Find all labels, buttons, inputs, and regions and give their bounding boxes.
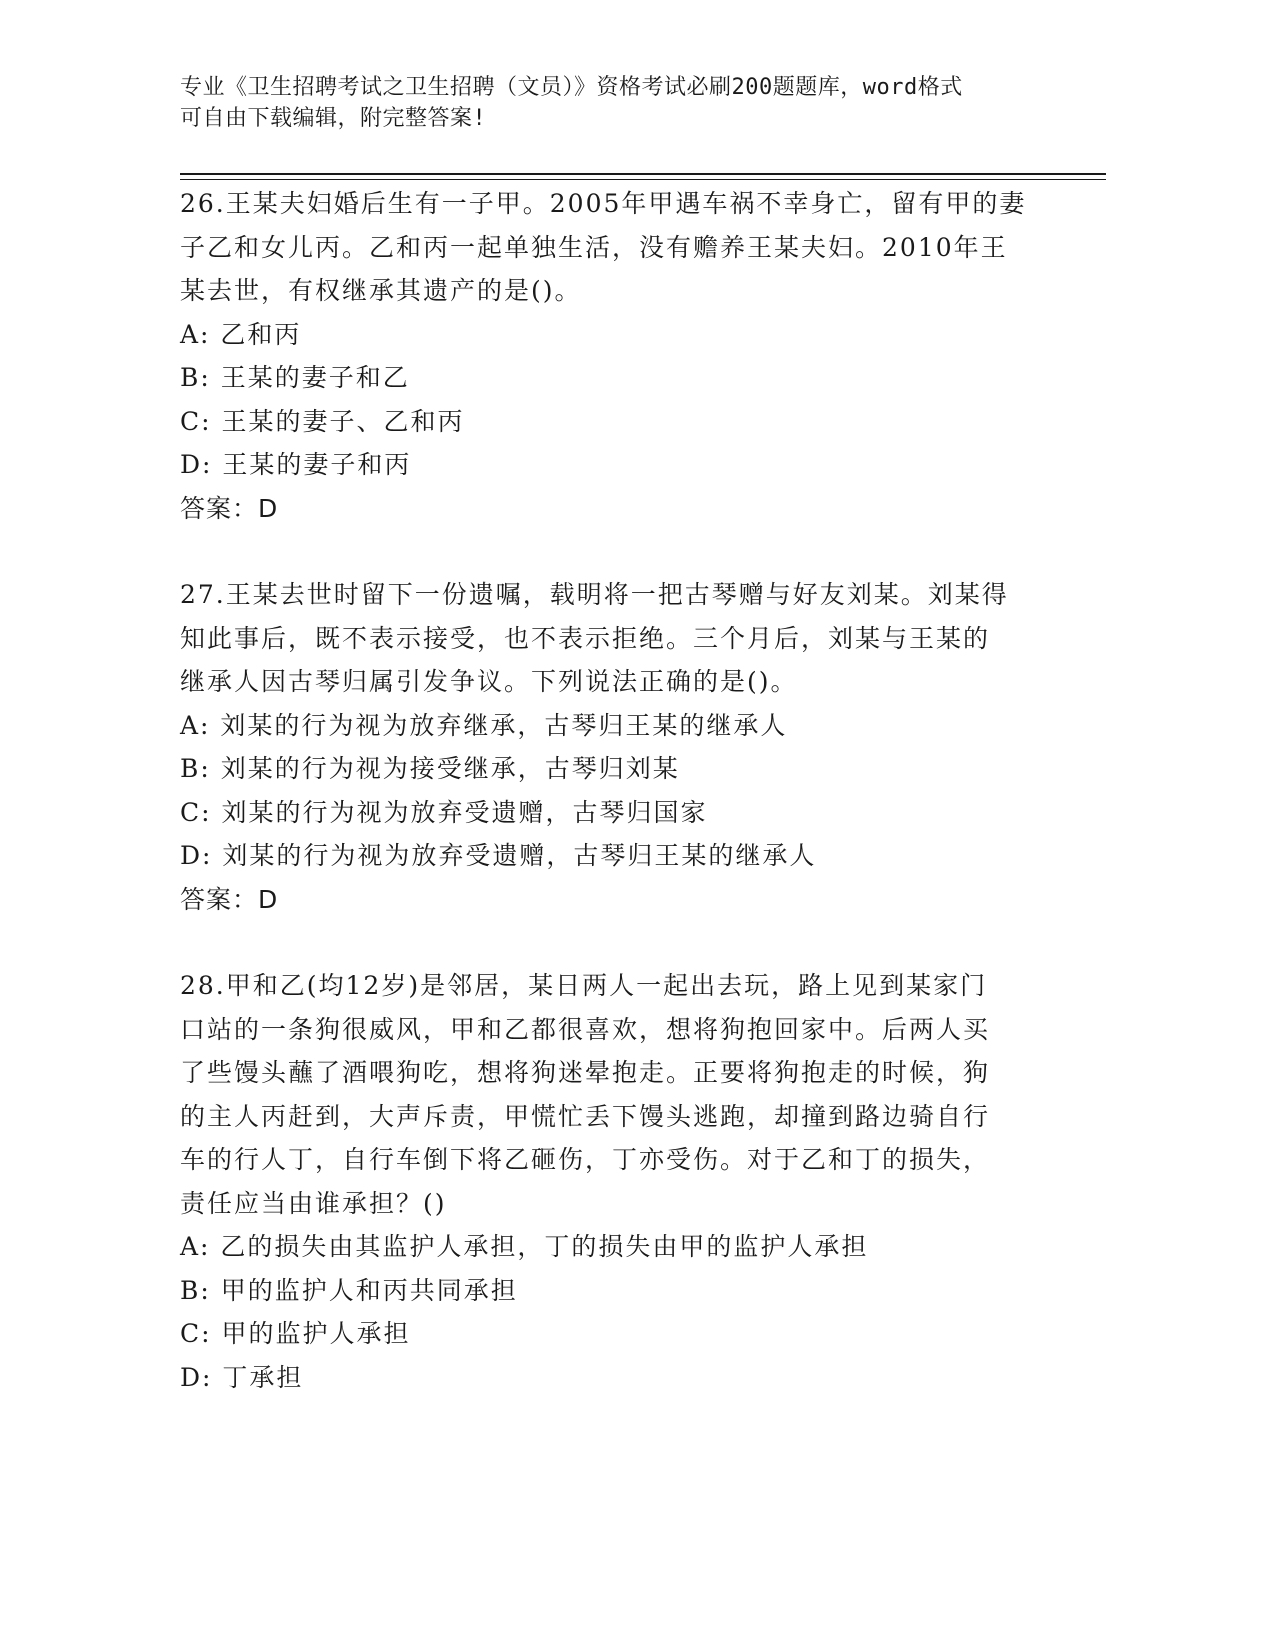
option-a: A: 乙的损失由其监护人承担，丁的损失由甲的监护人承担 xyxy=(180,1232,869,1261)
header-line-2: 可自由下载编辑，附完整答案! xyxy=(180,106,487,131)
header-divider-thin xyxy=(180,179,1106,180)
question-stem-line: 28.甲和乙(均12岁)是邻居，某日两人一起出去玩，路上见到某家门 xyxy=(180,971,988,1000)
question-spacer xyxy=(180,530,1060,573)
header-divider-thick xyxy=(180,173,1106,175)
question-stem-line: 继承人因古琴归属引发争议。下列说法正确的是()。 xyxy=(180,667,798,696)
option-c: C: 甲的监护人承担 xyxy=(180,1319,411,1348)
option-b: B: 刘某的行为视为接受继承，古琴归刘某 xyxy=(180,754,680,783)
question-stem-line: 了些馒头蘸了酒喂狗吃，想将狗迷晕抱走。正要将狗抱走的时候，狗 xyxy=(180,1058,991,1087)
option-b: B: 王某的妻子和乙 xyxy=(180,363,410,392)
question-spacer xyxy=(180,921,1060,964)
question-stem-line: 某去世，有权继承其遗产的是()。 xyxy=(180,276,582,305)
question-stem-line: 27.王某去世时留下一份遗嘱，载明将一把古琴赠与好友刘某。刘某得 xyxy=(180,580,1009,609)
question-stem-line: 26.王某夫妇婚后生有一子甲。2005年甲遇车祸不幸身亡，留有甲的妻 xyxy=(180,189,1027,218)
answer-line: 答案：D xyxy=(180,493,279,523)
question-stem-line: 口站的一条狗很威风，甲和乙都很喜欢，想将狗抱回家中。后两人买 xyxy=(180,1014,991,1044)
option-d: D: 刘某的行为视为放弃受遗赠，古琴归王某的继承人 xyxy=(180,841,817,870)
option-a: A: 乙和丙 xyxy=(180,319,302,349)
header-line-1: 专业《卫生招聘考试之卫生招聘（文员）》资格考试必刷200题题库，word格式 xyxy=(180,75,963,100)
option-c: C: 刘某的行为视为放弃受遗赠，古琴归国家 xyxy=(180,797,708,827)
question-list xyxy=(180,182,1060,1399)
option-a: A: 刘某的行为视为放弃继承，古琴归王某的继承人 xyxy=(180,710,788,740)
option-d: D: 丁承担 xyxy=(180,1362,304,1392)
option-c: C: 王某的妻子、乙和丙 xyxy=(180,406,465,436)
option-d: D: 王某的妻子和丙 xyxy=(180,450,412,479)
question-28 xyxy=(180,964,1060,1399)
answer-line: 答案：D xyxy=(180,884,279,914)
question-26 xyxy=(180,182,1060,530)
question-27 xyxy=(180,573,1060,921)
option-b: B: 甲的监护人和丙共同承担 xyxy=(180,1275,518,1305)
document-header xyxy=(180,72,1060,134)
question-stem-line: 责任应当由谁承担？() xyxy=(180,1188,447,1218)
question-stem-line: 车的行人丁，自行车倒下将乙砸伤，丁亦受伤。对于乙和丁的损失， xyxy=(180,1145,991,1174)
question-stem-line: 知此事后，既不表示接受，也不表示拒绝。三个月后，刘某与王某的 xyxy=(180,623,991,653)
question-stem-line: 子乙和女儿丙。乙和丙一起单独生活，没有赡养王某夫妇。2010年王 xyxy=(180,232,1008,262)
question-stem-line: 的主人丙赶到，大声斥责，甲慌忙丢下馒头逃跑，却撞到路边骑自行 xyxy=(180,1101,991,1131)
